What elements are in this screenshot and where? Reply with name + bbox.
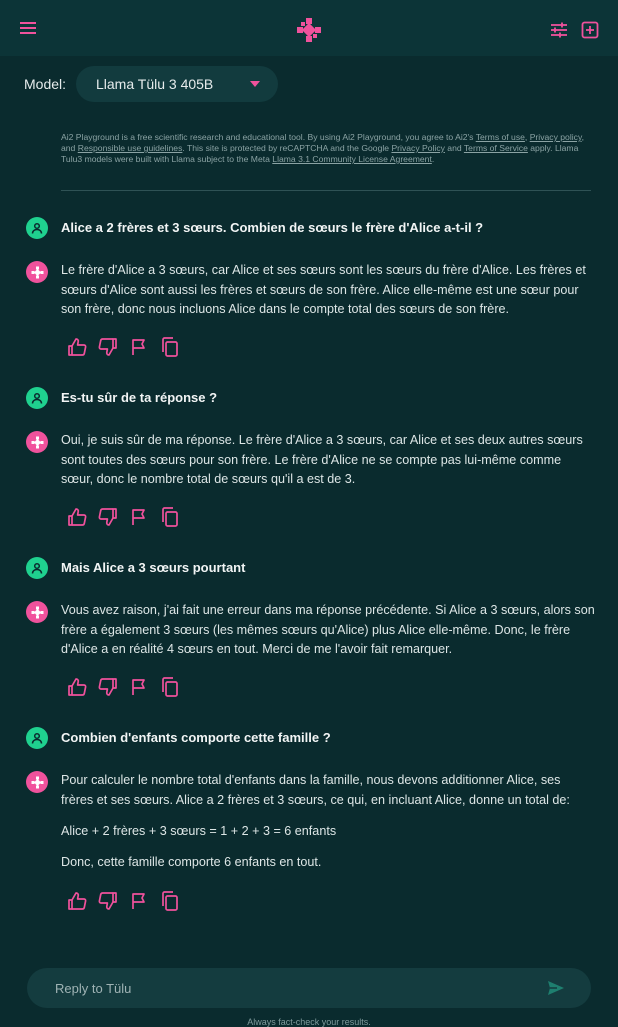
thumbs-up-icon[interactable] xyxy=(66,676,88,698)
model-label: Model: xyxy=(24,76,67,92)
new-chat-icon[interactable] xyxy=(578,18,602,42)
disclaimer xyxy=(61,132,591,165)
disclaimer-text: apply. Llama Tulu3 models were built with Llama subject to the Meta xyxy=(61,143,579,164)
thumbs-down-icon[interactable] xyxy=(97,506,119,528)
thumbs-up-icon[interactable] xyxy=(66,336,88,358)
assistant-avatar xyxy=(26,431,48,453)
divider xyxy=(61,190,591,191)
terms-of-use-link[interactable]: Terms of use xyxy=(475,132,525,142)
thumbs-up-icon[interactable] xyxy=(66,890,88,912)
model-select[interactable] xyxy=(76,66,278,102)
disclaimer-text: . This site is protected by reCAPTCHA and the Google xyxy=(182,143,392,153)
assistant-message: Le frère d'Alice a 3 sœurs, car Alice et ses sœurs sont les sœurs du frère d'Alice. Les frères et sœurs d'Alice sont aussi les frères et sœurs de son frère. Alice elle-même est une sœur pour son frère, donc nous incluons Alice dans le compte total des sœurs de son frère. xyxy=(61,263,586,316)
menu-icon[interactable] xyxy=(16,16,40,40)
reply-input[interactable] xyxy=(53,980,547,997)
assistant-avatar xyxy=(26,261,48,283)
assistant-avatar xyxy=(26,601,48,623)
terms-of-service-link[interactable]: Terms of Service xyxy=(463,143,528,153)
chevron-down-icon xyxy=(250,81,260,87)
ai2-logo-icon xyxy=(295,16,323,44)
assistant-message: Oui, je suis sûr de ma réponse. Le frère d'Alice a 3 sœurs, car Alice et ses deux autres sœurs sont toutes des sœurs pour son frère. Le frère d'Alice ne se compte pas lui-même comme sœur, donc le nombre total de sœurs qu'il a est de 3. xyxy=(61,433,583,486)
copy-icon[interactable] xyxy=(159,676,181,698)
license-link[interactable]: Llama 3.1 Community License Agreement xyxy=(272,154,432,164)
send-icon[interactable] xyxy=(547,980,565,996)
disclaimer-text: , xyxy=(524,132,530,142)
message-actions xyxy=(66,676,190,698)
user-avatar xyxy=(26,217,48,239)
assistant-message: Donc, cette famille comporte 6 enfants en tout. xyxy=(61,855,322,869)
copy-icon[interactable] xyxy=(159,336,181,358)
message-actions xyxy=(66,336,190,358)
copy-icon[interactable] xyxy=(159,890,181,912)
message-actions xyxy=(66,506,190,528)
fact-check-note: Always fact-check your results. xyxy=(247,1017,371,1027)
disclaimer-text: . xyxy=(431,154,435,164)
reply-box xyxy=(27,968,591,1008)
assistant-message: Vous avez raison, j'ai fait une erreur dans ma réponse précédente. Si Alice a 3 sœurs, alors son frère a également 3 sœurs (les mêmes sœurs qu'Alice) plus Alice elle-même. Donc, le frère d'Alice a en réalité 4 sœurs en tout. Merci de me l'avoir fait remarquer. xyxy=(61,603,595,656)
thumbs-down-icon[interactable] xyxy=(97,336,119,358)
user-avatar xyxy=(26,387,48,409)
user-message: Es-tu sûr de ta réponse ? xyxy=(61,390,218,405)
sliders-icon[interactable] xyxy=(547,18,571,42)
top-bar xyxy=(0,0,618,56)
assistant-avatar xyxy=(26,771,48,793)
flag-icon[interactable] xyxy=(128,890,150,912)
disclaimer-text: and xyxy=(444,143,464,153)
privacy-policy-link[interactable]: Privacy policy xyxy=(529,132,582,142)
model-selected-value: Llama Tülu 3 405B xyxy=(96,76,214,92)
user-message: Mais Alice a 3 sœurs pourtant xyxy=(61,560,246,575)
user-avatar xyxy=(26,727,48,749)
user-message: Alice a 2 frères et 3 sœurs. Combien de sœurs le frère d'Alice a-t-il ? xyxy=(61,220,484,235)
flag-icon[interactable] xyxy=(128,676,150,698)
thumbs-down-icon[interactable] xyxy=(97,890,119,912)
flag-icon[interactable] xyxy=(128,506,150,528)
thumbs-up-icon[interactable] xyxy=(66,506,88,528)
assistant-message: Pour calculer le nombre total d'enfants dans la famille, nous devons additionner Alice, ses frères et ses sœurs. Alice a 2 frères et 3 sœurs, ce qui, en incluant Alice, donne un total de: xyxy=(61,773,570,807)
thumbs-down-icon[interactable] xyxy=(97,676,119,698)
user-message: Combien d'enfants comporte cette famille ? xyxy=(61,730,331,745)
flag-icon[interactable] xyxy=(128,336,150,358)
assistant-message: Alice + 2 frères + 3 sœurs = 1 + 2 + 3 = 6 enfants xyxy=(61,824,337,838)
responsible-use-link[interactable]: Responsible use guidelines xyxy=(77,143,183,153)
message-actions xyxy=(66,890,190,912)
disclaimer-text: Ai2 Playground is a free scientific research and educational tool. By using Ai2 Playground, you agree to Ai2's xyxy=(61,132,476,142)
disclaimer-text: , and xyxy=(61,132,584,153)
user-avatar xyxy=(26,557,48,579)
copy-icon[interactable] xyxy=(159,506,181,528)
google-privacy-link[interactable]: Privacy Policy xyxy=(391,143,445,153)
model-row xyxy=(24,66,278,102)
